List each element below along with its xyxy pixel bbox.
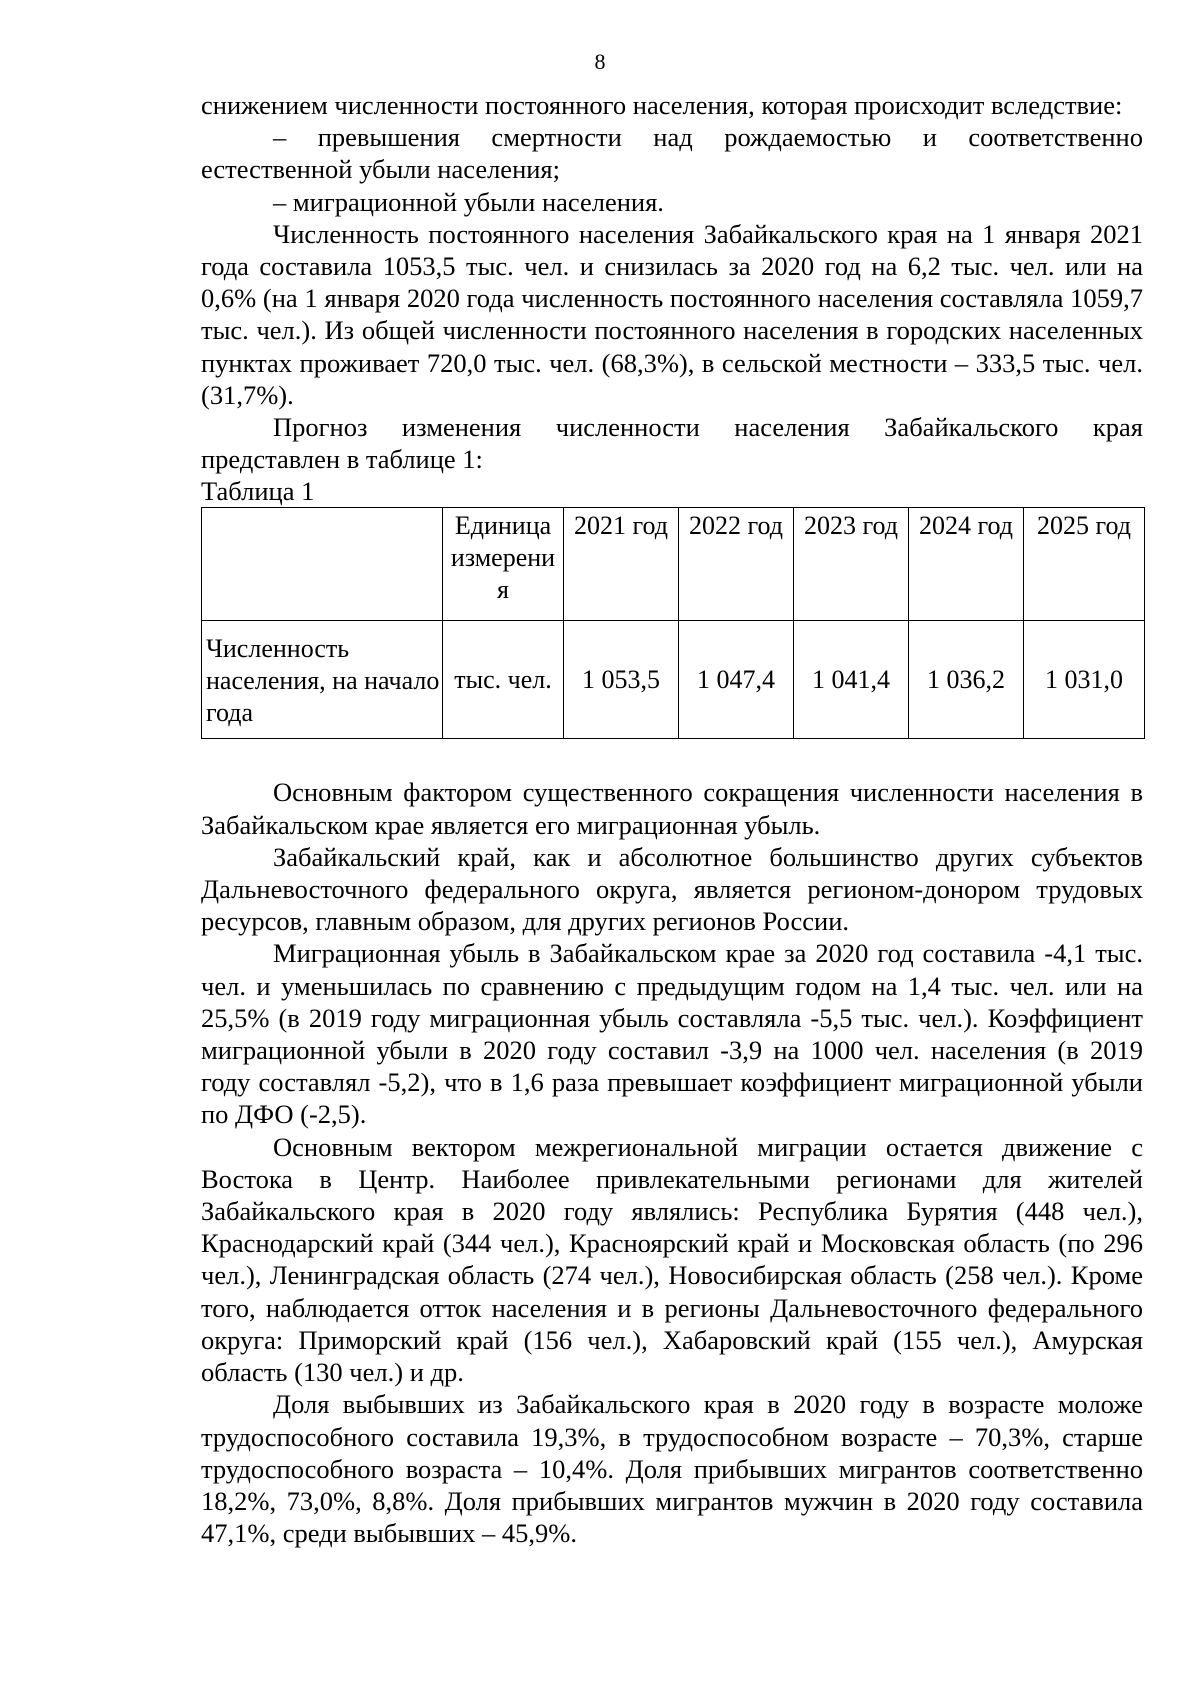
header-cell-2023: 2023 год (794, 508, 909, 621)
table-spacer (201, 739, 1143, 776)
row-label-cell: Численность населения, на начало года (202, 621, 443, 739)
population-forecast-table (201, 507, 1145, 739)
paragraph-migration-loss: Миграционная убыль в Забайкальском крае за 2020 год составила -4,1 тыс. чел. и уменьшилась по сравнению с предыдущим годом на 1,4 тыс. чел. или на 25,5% (в 2019 году миграционная убыль составляла -5,5 тыс. чел.). Коэффициент миграционной убыли в 2020 году составил -3,9 на 1000 чел. населения (в 2019 году составлял -5,2), что в 1,6 раза превышает коэффициент миграционной убыли по ДФО (-2,5). (201, 938, 1143, 1130)
paragraph-intro: снижением численности постоянного населения, которая происходит вследствие: (201, 90, 1123, 120)
paragraph-migration-vector: Основным вектором межрегиональной миграции остается движение с Востока в Центр. Наиболее привлекательными регионами для жителей Забайкальского края в 2020 году являлись: Республика Бурятия (448 чел.), Краснодарский край (344 чел.), Красноярский край и Московская область (по 296 чел.), Ленинградская область (274 чел.), Новосибирская область (258 чел.). Кроме того, наблюдается отток населения и в регионы Дальневосточного федерального округа: Приморский край (156 чел.), Хабаровский край (155 чел.), Амурская область (130 чел.) и др. (201, 1131, 1143, 1388)
value-cell-2025: 1 031,0 (1024, 621, 1145, 739)
value-cell-2021: 1 053,5 (564, 621, 679, 739)
document-body (201, 89, 1143, 1549)
header-cell-2024: 2024 год (909, 508, 1024, 621)
list-item-mortality: – превышения смертности над рождаемостью и соответственно естественной убыли населения; (201, 122, 1143, 185)
list-item-migration: – миграционной убыли населения. (273, 186, 664, 217)
value-cell-2022: 1 047,4 (679, 621, 794, 739)
paragraph-forecast-intro: Прогноз изменения численности населения Забайкальского края представлен в таблице 1: (201, 412, 1143, 475)
value-cell-2024: 1 036,2 (909, 621, 1024, 739)
header-cell-2025: 2025 год (1024, 508, 1145, 621)
header-cell-unit: Единица измерени я (443, 508, 564, 621)
unit-cell: тыс. чел. (443, 621, 564, 739)
paragraph-population: Численность постоянного населения Забайкальского края на 1 января 2021 года составила 1053,5 тыс. чел. и снизилась за 2020 год на 6,2 тыс. чел. или на 0,6% (на 1 января 2020 года численность постоянного населения составляла 1059,7 тыс. чел.). Из общей численности постоянного населения в городских населенных пунктах проживает 720,0 тыс. чел. (68,3%), в сельской местности – 333,5 тыс. чел. (31,7%). (201, 218, 1143, 410)
paragraph-donor-region: Забайкальский край, как и абсолютное большинство других субъектов Дальневосточного федерального округа, является регионом-донором трудовых ресурсов, главным образом, для других регионов России. (201, 841, 1143, 937)
table-header-row (202, 508, 1145, 621)
header-cell-2021: 2021 год (564, 508, 679, 621)
header-cell-empty (202, 508, 443, 621)
paragraph-main-factor: Основным фактором существенного сокращения численности населения в Забайкальском крае является его миграционная убыль. (201, 777, 1143, 840)
table-row (202, 621, 1145, 739)
paragraph-migrant-shares: Доля выбывших из Забайкальского края в 2020 году в возрасте моложе трудоспособного составила 19,3%, в трудоспособном возрасте – 70,3%, старше трудоспособного возраста – 10,4%. Доля прибывших мигрантов соответственно 18,2%, 73,0%, 8,8%. Доля прибывших мигрантов мужчин в 2020 году составила 47,1%, среди выбывших – 45,9%. (201, 1389, 1143, 1549)
page-number: 8 (594, 49, 606, 74)
value-cell-2023: 1 041,4 (794, 621, 909, 739)
header-cell-2022: 2022 год (679, 508, 794, 621)
table-caption: Таблица 1 (201, 476, 315, 507)
